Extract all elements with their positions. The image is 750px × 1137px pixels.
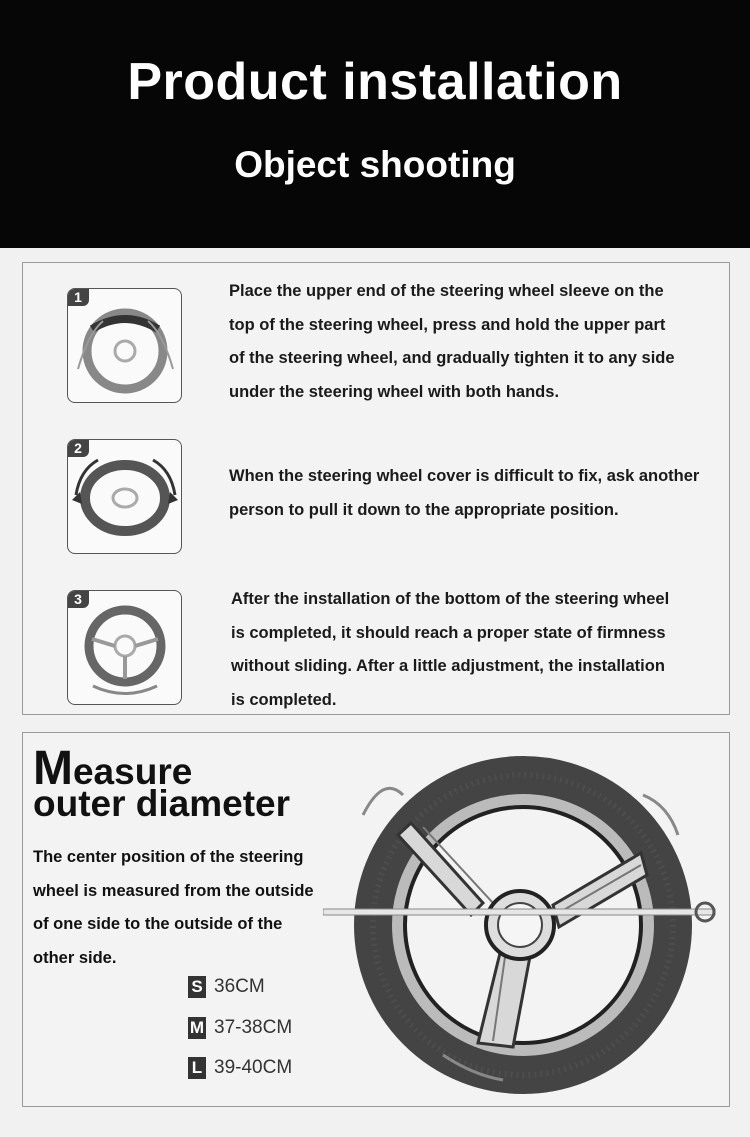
step-2-line: person to pull it down to the appropriate position.: [229, 500, 619, 519]
description-line: The center position of the steering: [33, 848, 304, 866]
description-line: wheel is measured from the outside: [33, 881, 314, 900]
size-badge: L: [188, 1057, 206, 1079]
description-line: of one side to the outside of the: [33, 915, 283, 933]
step-2-illustration: [67, 439, 182, 554]
step-1-line: under the steering wheel with both hands.: [229, 382, 560, 401]
step-1-number: 1: [67, 288, 89, 306]
size-option-m: [188, 1017, 292, 1039]
step-2-line: When the steering wheel cover is difficult to fix, ask another: [229, 467, 700, 485]
step-1-illustration: [67, 288, 182, 403]
step-3-text: [231, 583, 669, 717]
step-1-text: [229, 275, 675, 409]
header-banner: [0, 0, 750, 248]
step-3-number: 3: [67, 590, 89, 608]
size-badge: M: [189, 1018, 205, 1037]
step-3-line: After the installation of the bottom of the steering wheel: [231, 590, 670, 608]
size-value: 39-40CM: [214, 1057, 293, 1078]
size-value: 37-38CM: [214, 1017, 293, 1038]
step-3-line: is completed, it should reach a proper state of firmness: [231, 623, 666, 642]
step-3-illustration: [67, 590, 182, 705]
size-badge: S: [188, 976, 206, 998]
step-2-number: 2: [67, 439, 89, 457]
step-3-line: is completed.: [231, 690, 337, 709]
size-option-l: [188, 1057, 292, 1079]
measure-subtitle: outer diameter: [33, 783, 291, 824]
measure-panel: [22, 732, 730, 1107]
step-3-line: without sliding. After a little adjustment, the installation: [231, 657, 665, 675]
page-subtitle: Object shooting: [234, 144, 516, 185]
step-1-line: of the steering wheel, and gradually tighten it to any side: [229, 349, 675, 367]
description-line: other side.: [33, 948, 117, 967]
step-1-line: top of the steering wheel, press and hold the upper part: [229, 315, 666, 334]
page-title: Product installation: [127, 53, 623, 111]
step-2-text: [229, 460, 699, 527]
steering-wheel-diagram: [323, 735, 723, 1107]
size-option-s: [188, 976, 265, 998]
installation-steps-panel: [22, 262, 730, 715]
measure-title-rest: easure: [72, 751, 193, 792]
measure-title-initial: M: [33, 742, 73, 795]
measure-description: [33, 841, 333, 975]
size-value: 36CM: [214, 976, 265, 997]
step-1-line: Place the upper end of the steering wheel sleeve on the: [229, 282, 664, 300]
